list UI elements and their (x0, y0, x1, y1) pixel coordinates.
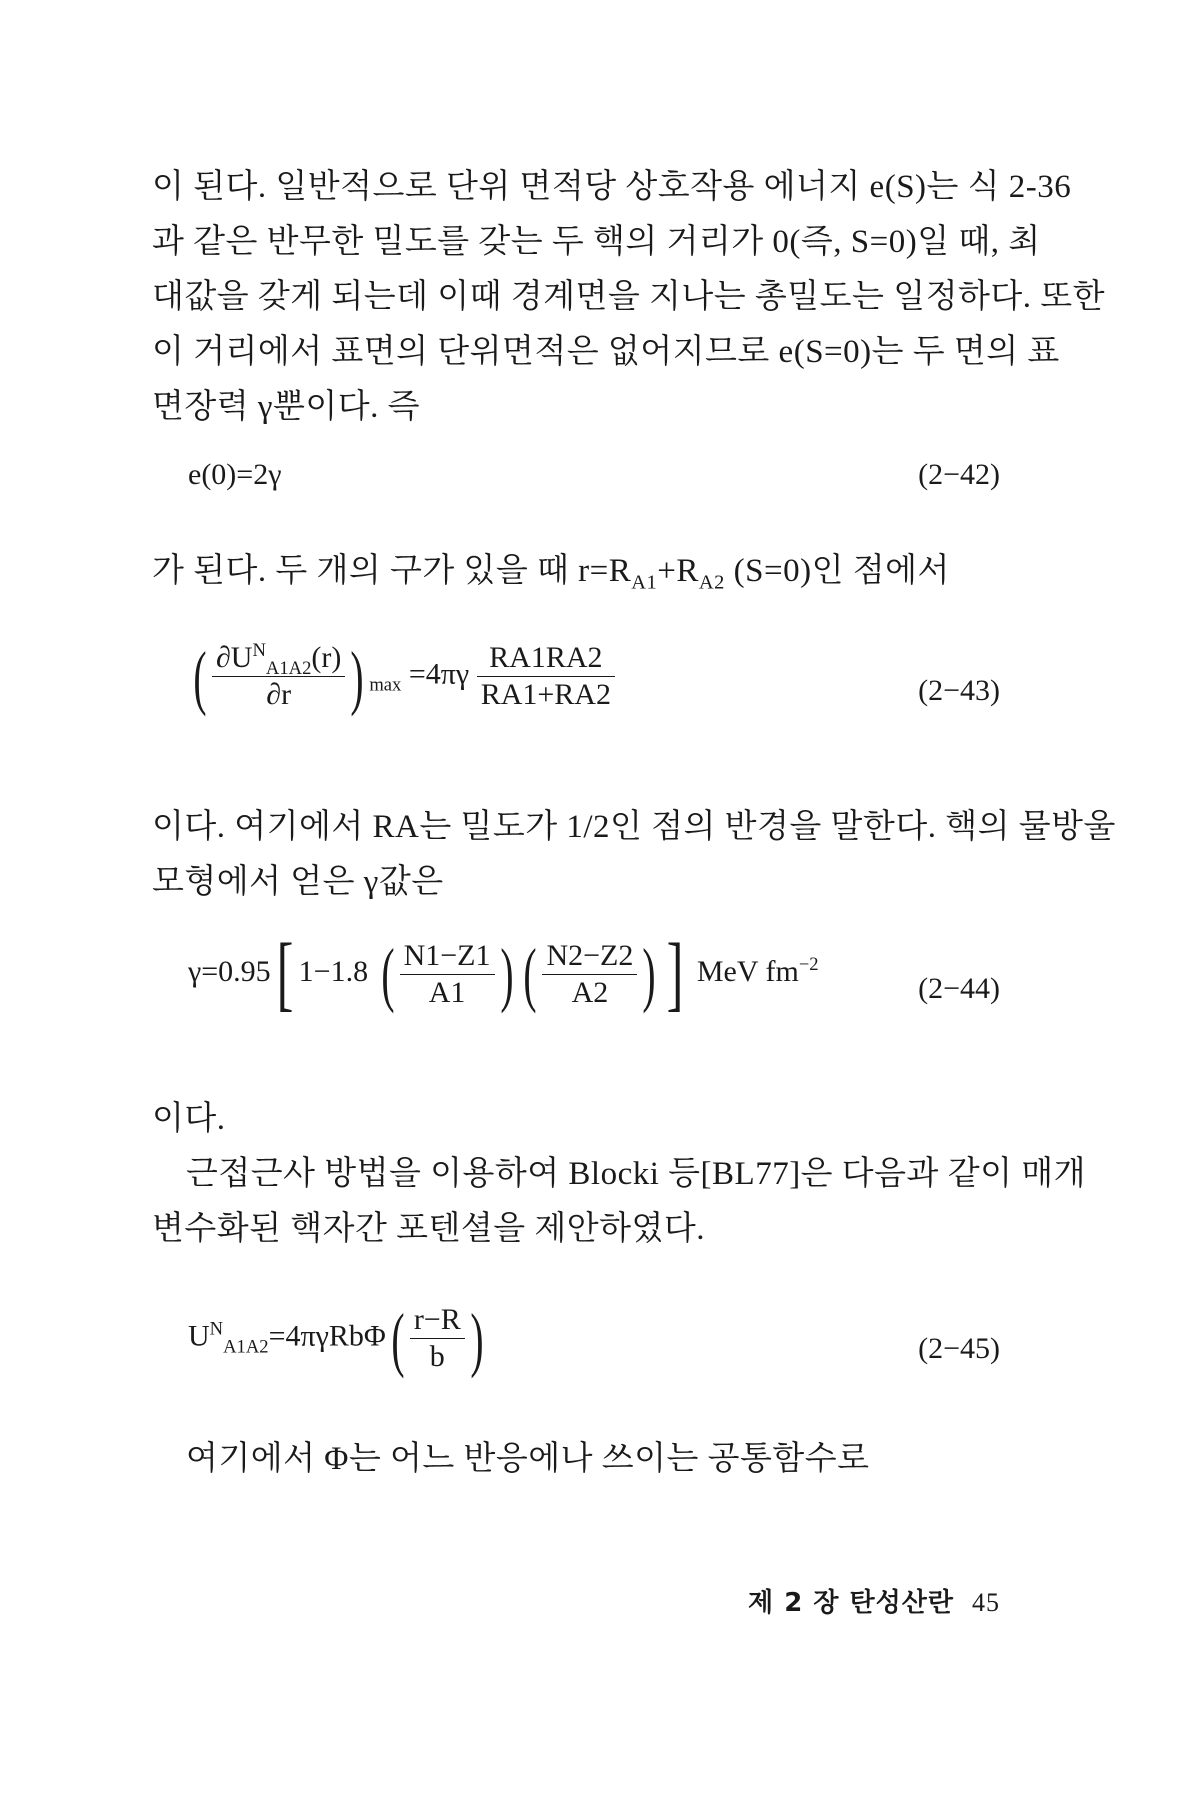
text-segment: +R (657, 553, 699, 589)
lhs: γ=0.95 (188, 954, 271, 988)
equation-number: (2−44) (918, 972, 1000, 1005)
denominator: b (429, 1340, 445, 1373)
text-line: 대값을 갖게 되는데 이때 경계면을 지나는 총밀도는 일정하다. 또한 (152, 279, 1105, 315)
fraction (477, 640, 615, 713)
symbol: (r) (311, 641, 342, 674)
text-line: 여기에서 Φ는 어느 반응에나 쓰이는 공통함수로 (186, 1441, 870, 1477)
paragraph-4 (152, 1092, 1086, 1257)
rhs-prefix: =4πγ (408, 657, 470, 691)
numerator: N1−Z1 (400, 938, 495, 975)
equation-2-44: γ=0.95[ 1−1.8 ( $\frac{N1-Z1}{A1}$ ) ( $\frac{N2-Z2}{A2}$ ) ] MeV $fm^{-2}$ (188, 927, 819, 1020)
equation-number: (2−45) (918, 1332, 1000, 1365)
equation-2-45: $U^N_{A1A2}=4\pi\gamma Rb\Phi$( $\frac{r-R}{b}$ ) (188, 1298, 484, 1379)
text-segment: 가 된다. 두 개의 구가 있을 때 r=R (152, 553, 632, 589)
text-segment: (S=0)인 점에서 (724, 553, 950, 589)
equation-2-42 (188, 458, 281, 492)
paragraph-5 (152, 1432, 1066, 1487)
text-line: 이다. (152, 1101, 226, 1137)
numerator: RA1RA2 (477, 640, 615, 677)
fraction (400, 938, 495, 1011)
units: MeV fm (696, 954, 799, 988)
inner-expression: 1−1.8 (298, 954, 369, 988)
subscript: A2 (698, 571, 725, 594)
paragraph-3 (152, 800, 1116, 910)
denominator: RA1+RA2 (480, 678, 611, 711)
numerator: r−R (410, 1302, 465, 1339)
text-line: 변수화된 핵자간 포텐셜을 제안하였다. (152, 1211, 706, 1247)
page-number: 45 (972, 1588, 1000, 1617)
page-footer (748, 1582, 1000, 1619)
fraction (212, 640, 345, 713)
subscript: A1A2 (265, 658, 312, 679)
equation-expression: e(0)=2γ (188, 458, 282, 491)
equation-number: (2−43) (918, 674, 1000, 707)
denominator: ∂r (266, 678, 292, 711)
superscript: N (252, 640, 266, 661)
superscript: −2 (798, 953, 819, 975)
paragraph-1 (152, 160, 1105, 435)
equation-2-43: ( $\frac{\partial U^N_{A1A2}(r)}{\partial r}$ ) $_{max}$ =4πγ $\frac{RA1RA2}{RA1+RA2}$ (188, 640, 615, 713)
symbol: U (188, 1319, 210, 1353)
numerator: N2−Z2 (542, 938, 637, 975)
text-line: 근접근사 방법을 이용하여 Blocki 등[BL77]은 다음과 같이 매개 (186, 1156, 1086, 1192)
rhs-prefix: =4πγRbΦ (268, 1319, 386, 1353)
superscript: N (209, 1318, 224, 1340)
symbol: ∂U (215, 641, 253, 674)
equation-number: (2−42) (918, 458, 1000, 491)
denominator: A2 (571, 975, 609, 1009)
text-line: 이다. 여기에서 RA는 밀도가 1/2인 점의 반경을 말한다. 핵의 물방울 (152, 809, 1116, 845)
text-line: 면장력 γ뿐이다. 즉 (152, 389, 420, 425)
paragraph-2 (152, 544, 1032, 599)
denominator: A1 (428, 975, 466, 1009)
text-line: 이 된다. 일반적으로 단위 면적당 상호작용 에너지 e(S)는 식 2-36 (152, 169, 1072, 205)
subscript: A1A2 (223, 1336, 269, 1358)
text-line (152, 544, 1032, 599)
text-line: 이 거리에서 표면의 단위면적은 없어지므로 e(S=0)는 두 면의 표 (152, 334, 1060, 370)
fraction (542, 938, 637, 1011)
fraction (410, 1302, 465, 1375)
max-label: max (369, 674, 402, 696)
chapter-title: 제 2 장 탄성산란 (748, 1588, 954, 1618)
subscript: A1 (631, 571, 658, 594)
text-line: 과 같은 반무한 밀도를 갖는 두 핵의 거리가 0(즉, S=0)일 때, 최 (152, 224, 1041, 260)
text-line: 모형에서 얻은 γ값은 (152, 864, 444, 900)
